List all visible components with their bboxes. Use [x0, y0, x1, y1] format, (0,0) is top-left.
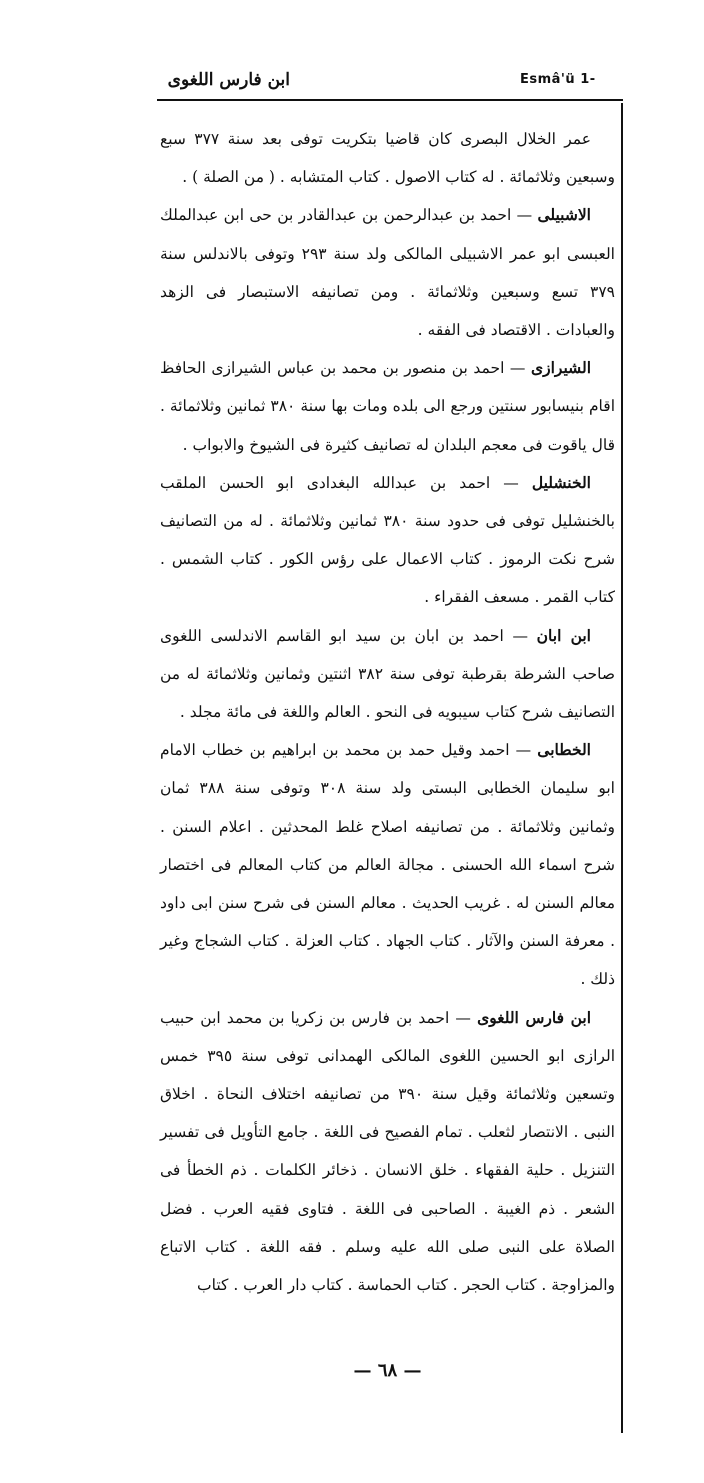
entry-text: — احمد بن فارس بن زكريا بن محمد ابن حبيب الرازى ابو الحسين اللغوى المالكى الهمدانى توفى سنة ٣٩٥ خمس وتسعين وثلاثمائة وقيل سنة ٣٩٠ من تصانيفه اختلاف النحاة . اخلاق النبى . الانتصار لثعلب . تمام الفصيح فى اللغة . جامع التأويل فى تفسير التنزيل . حلية الفقهاء . خلق الانسان . ذخائر الكلمات . ذم الخطأ فى الشعر . ذم الغيبة . الصاحبى فى اللغة . فتاوى فقيه العرب . فضل الصلاة على النبى صلى الله عليه وسلم . فقه اللغة . كتاب الاتباع والمزاوجة . كتاب الحجر . كتاب الحماسة . كتاب دار العرب . كتاب [160, 1008, 616, 1295]
page-number: — ٦٨ — [353, 1360, 422, 1381]
entry-headword: ابن فارس اللغوى [477, 1007, 592, 1027]
entry-text: — احمد بن عبدالرحمن بن عبدالقادر بن حى ابن عبدالملك العبسى ابو عمر الاشبيلى المالكى ولد سنة ٢٩٣ وتوفى بالاندلس سنة ٣٧٩ تسع وسبعين وثلاثمائة . ومن تصانيفه الاستبصار فى الزهد والعبادات . الاقتصاد فى الفقه . [160, 206, 615, 340]
entry-text: عمر الخلال البصرى كان قاضيا بتكريت توفى بعد سنة ٣٧٧ سبع وسبعين وثلاثمائة . له كتاب الاصول . كتاب المتشابه . ( من الصلة ) . [160, 130, 615, 187]
entry-text: — احمد وقيل حمد بن محمد بن ابراهيم بن خطاب الامام ابو سليمان الخطابى البستى ولد سنة ٣٠٨ وتوفى سنة ٣٨٨ ثمان وثمانين وثلاثمائة . من تصانيفه اصلاح غلط المحدثين . اعلام السنن . شرح اسماء الله الحسنى . مجالة العالم من كتاب المعالم فى اختصار معالم السنن له . غريب الحديث . معالم السنن فى شرح سنن ابى داود . معرفة السنن والآثار . كتاب الجهاد . كتاب العزلة . كتاب الشجاج وغير ذلك . [160, 741, 615, 989]
margin-rule [621, 103, 623, 1433]
entry-text: — احمد بن ابان بن سيد ابو القاسم الاندلسى اللغوى صاحب الشرطة بقرطبة توفى سنة ٣٨٢ اثنتين وثمانين وثلاثمائة له من التصانيف شرح كتاب سيبويه فى النحو . العالم واللغة فى مائة مجلد . [160, 626, 615, 722]
entry-ibn-aban [160, 617, 615, 732]
entry-khanshalil [160, 464, 615, 617]
entry-text: — احمد بن عبدالله البغدادى ابو الحسن الملقب بالخنشليل توفى فى حدود سنة ٣٨٠ ثمانين وثلاثمائة . له من التصانيف شرح نكت الرموز . كتاب الاعمال على رؤس الكور . كتاب الشمس . كتاب القمر . مسعف الفقراء . [160, 473, 615, 607]
entry-shirazi [160, 349, 615, 464]
running-header-arabic: ابن فارس اللغوى [167, 70, 290, 90]
header-rule [157, 99, 623, 101]
running-header-latin: Esmâ'ü 1- [520, 72, 596, 87]
entry-ishbili [160, 196, 615, 349]
entry-headword: ابن ابان [536, 625, 591, 645]
entry-headword: الخنشليل [531, 472, 591, 492]
entry-headword: الاشبيلى [537, 205, 591, 225]
entry-continuation [160, 120, 615, 196]
entry-headword: الخطابى [537, 740, 591, 760]
entry-khattabi [160, 731, 615, 998]
body-text [160, 120, 615, 1304]
entry-ibn-faris [160, 999, 615, 1305]
entry-text: — احمد بن منصور بن محمد بن عباس الشيرازى الحافظ اقام بنيسابور سنتين ورجع الى بلده ومات بها سنة ٣٨٠ ثمانين وثلاثمائة . قال ياقوت فى معجم البلدان له تصانيف كثيرة فى الشيوخ والابواب . [160, 359, 616, 454]
entry-headword: الشيرازى [530, 358, 591, 378]
